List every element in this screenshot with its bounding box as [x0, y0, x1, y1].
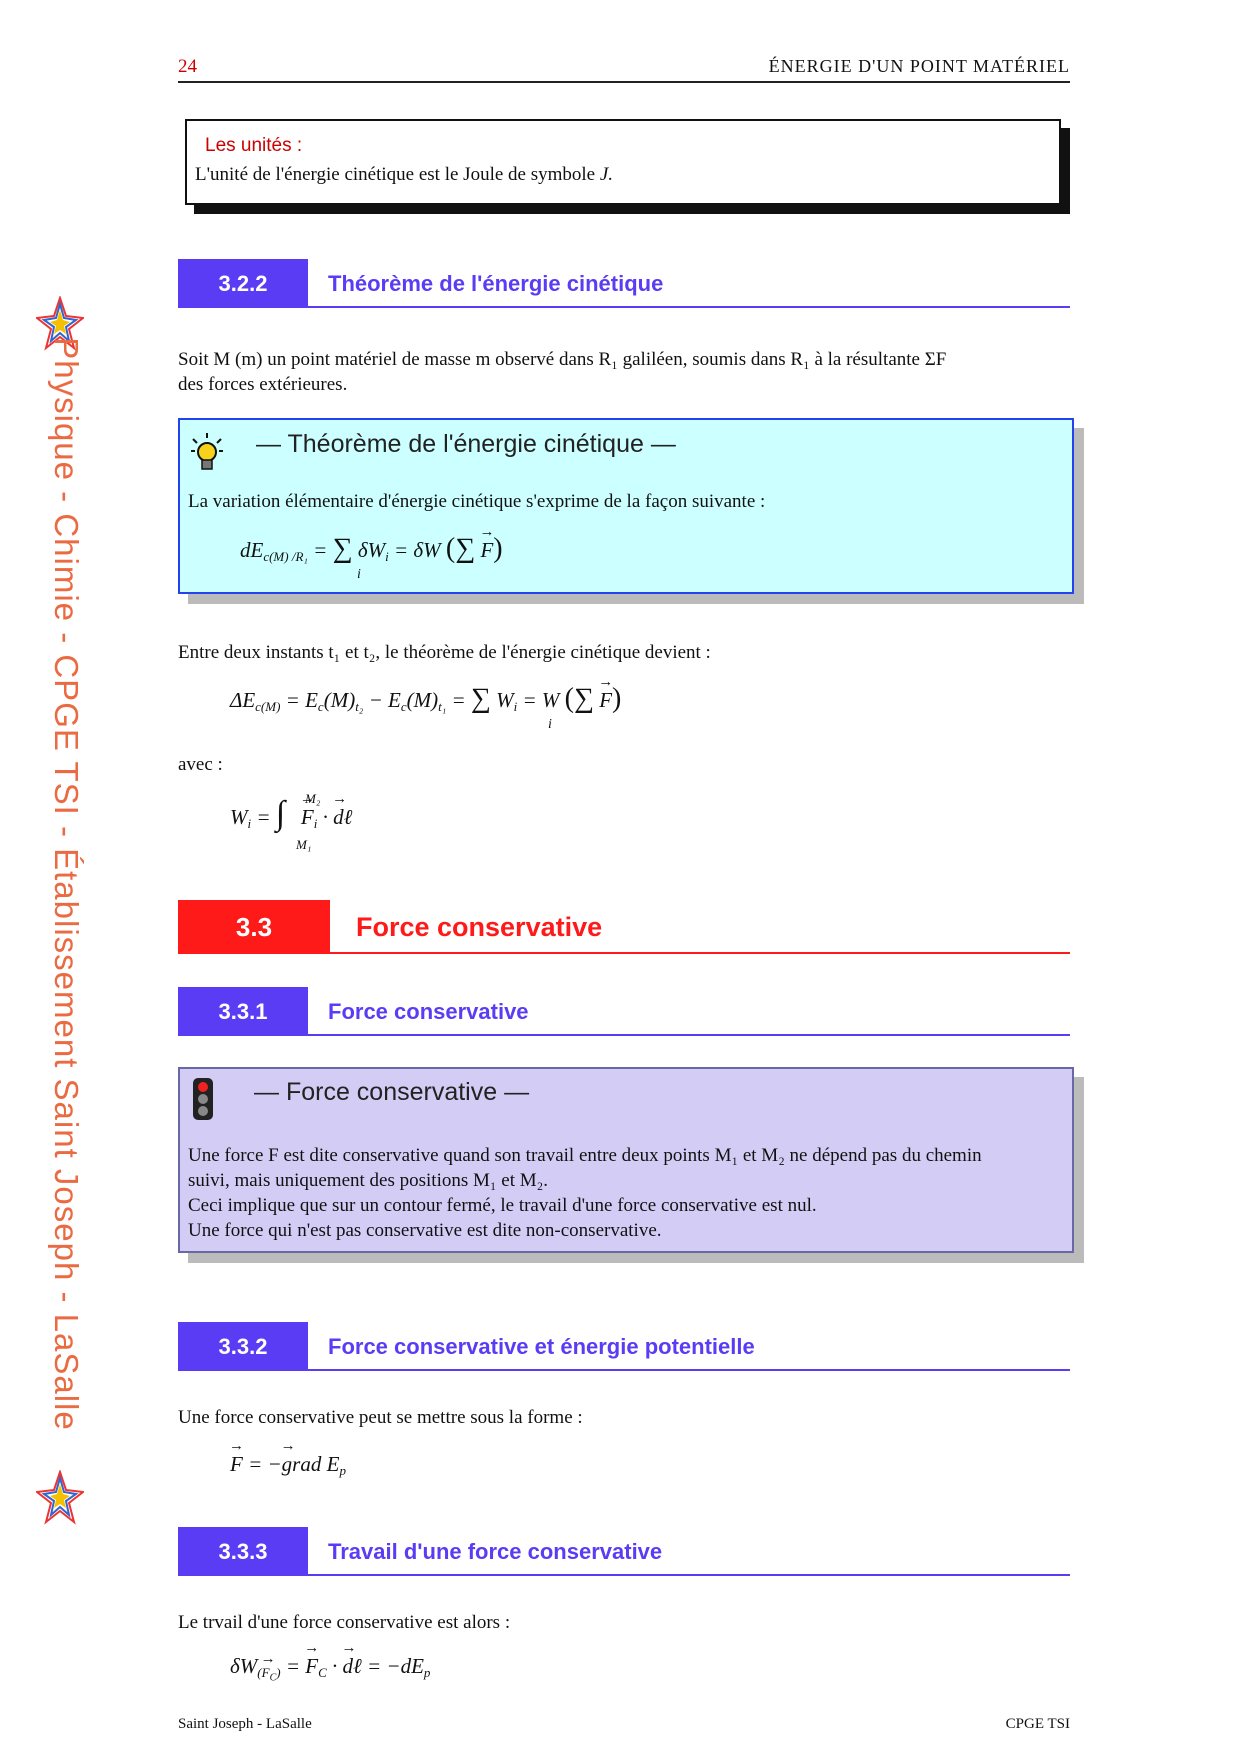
theorem-box — [178, 418, 1074, 594]
section-number: 3.3 — [178, 900, 330, 954]
section-rule — [308, 1574, 1070, 1576]
section-rule — [330, 952, 1070, 954]
section-number: 3.3.1 — [178, 987, 308, 1036]
section-title: Force conservative — [356, 911, 603, 942]
theorem-text: La variation élémentaire d'énergie cinétique s'exprime de la façon suivante : — [188, 491, 766, 512]
work-text: Le trvail d'une force conservative est alors : — [178, 1612, 511, 1633]
page-number: 24 — [178, 56, 197, 77]
definition-title: — Force conservative — — [254, 1078, 530, 1106]
instants-text: Entre deux instants t₁ et t₂, le théorème de l'énergie cinétique devient : — [178, 642, 711, 663]
definition-line: Une force qui n'est pas conservative est dite non-conservative. — [188, 1220, 662, 1241]
definition-line: suivi, mais uniquement des positions M₁ et M₂. — [188, 1170, 548, 1191]
section-number: 3.3.2 — [178, 1322, 308, 1371]
section-number: 3.3.3 — [178, 1527, 308, 1576]
theorem-title: — Théorème de l'énergie cinétique — — [256, 430, 676, 458]
conservative-work-equation: $\delta W_{(\to F_C)}$ = → $F_C$ · → dℓ = $-dE_p$ — [230, 1654, 430, 1684]
header-rule — [178, 81, 1070, 83]
section-3-3-2-heading — [178, 1322, 1070, 1371]
section-3-3-1-heading — [178, 987, 1070, 1036]
potential-text: Une force conservative peut se mettre sous la forme : — [178, 1407, 583, 1428]
section-title: Théorème de l'énergie cinétique — [328, 270, 664, 296]
section-number: 3.2.2 — [178, 259, 308, 308]
theorem-integrated-equation: $\Delta E_{c(M)} = E_c(M)_{t_2} - E_c(M)_{t_1}$ = ∑ $W_i = W$ (∑ → F) i — [230, 683, 621, 715]
definition-text — [188, 1143, 1064, 1243]
footer-left: Saint Joseph - LaSalle — [178, 1716, 312, 1732]
footer-right: CPGE TSI — [1005, 1716, 1070, 1732]
gradient-equation: → F = −→ grad $E_p$ — [230, 1452, 346, 1479]
section-3-3-3-heading — [178, 1527, 1070, 1576]
definition-box — [178, 1067, 1074, 1253]
traffic-light-icon — [190, 1077, 216, 1121]
sidebar-watermark — [28, 250, 98, 1510]
definition-line: Une force F est dite conservative quand son travail entre deux points M₁ et M₂ ne dépend pas du chemin — [188, 1145, 982, 1166]
units-label: Les unités : — [205, 135, 303, 156]
section-title: Travail d'une force conservative — [328, 1538, 663, 1564]
work-integral-equation: $W_i$ = ∫ M₂ M₁ → $F_i$ · → dℓ — [230, 795, 352, 833]
section-title: Force conservative et énergie potentielle — [328, 1333, 755, 1359]
intro-paragraph — [178, 347, 1070, 397]
lightbulb-icon — [190, 432, 224, 472]
units-text: L'unité de l'énergie cinétique est le Joule de symbole J. — [195, 164, 614, 185]
intro-line-2: des forces extérieures. — [178, 374, 348, 395]
sidebar-text: Physique - Chimie - CPGE TSI - Établissement Saint Joseph - LaSalle — [48, 337, 85, 1431]
section-3-3-heading — [178, 900, 1070, 954]
section-rule — [308, 1369, 1070, 1371]
section-title: Force conservative — [328, 998, 529, 1024]
section-rule — [308, 306, 1070, 308]
intro-line-1: Soit M (m) un point matériel de masse m observé dans R₁ galiléen, soumis dans R₁ à la résultante ΣF — [178, 349, 947, 370]
theorem-equation: $dE_{c(M) /R_1}$ = ∑ $\delta W_i = \delta W$ (∑ → F) i — [240, 533, 503, 565]
chapter-title: ÉNERGIE D'UN POINT MATÉRIEL — [768, 56, 1070, 76]
avec-text: avec : — [178, 754, 223, 775]
units-box — [185, 119, 1061, 205]
section-rule — [308, 1034, 1070, 1036]
definition-line: Ceci implique que sur un contour fermé, le travail d'une force conservative est nul. — [188, 1195, 817, 1216]
section-3-2-2-heading — [178, 259, 1070, 308]
